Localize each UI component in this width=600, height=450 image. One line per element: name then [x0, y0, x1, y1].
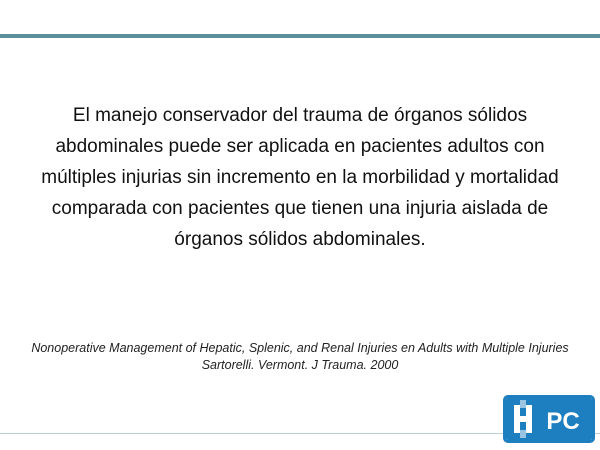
- citation-title: Nonoperative Management of Hepatic, Splenic, and Renal Injuries en Adults with Multiple Injuries: [31, 341, 569, 355]
- citation: [20, 340, 580, 374]
- hpc-logo: [503, 395, 595, 443]
- svg-text:PC: PC: [546, 408, 580, 435]
- slide-body-text: El manejo conservador del trauma de órganos sólidos abdominales puede ser aplicada en pacientes adultos con múltiples injurias sin incremento en la morbilidad y mortalidad comparada con pacientes que tienen una injuria aislada de órganos sólidos abdominales.: [41, 105, 559, 250]
- hpc-logo-icon: [506, 398, 592, 440]
- citation-source: Sartorelli. Vermont. J Trauma. 2000: [201, 358, 399, 372]
- top-divider: [0, 34, 600, 38]
